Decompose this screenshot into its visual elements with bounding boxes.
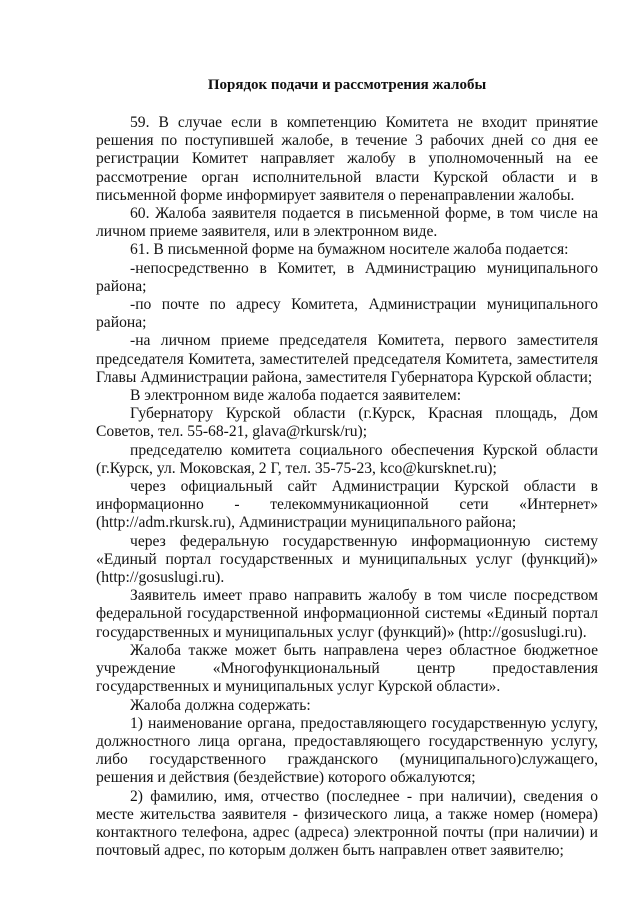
paragraph-61: 61. В письменной форме на бумажном носителе жалоба подается: bbox=[130, 241, 569, 259]
list-item-1: 1) наименование органа, предоставляющего государственную услугу, должностного лица органа, предоставляющего государственную услугу, либо государственного гражданского (муниципального)служащего, решения и действия (бездействие) которого обжалуются; bbox=[96, 714, 598, 787]
electronic-intro: В электронном виде жалоба подается заявителем: bbox=[130, 387, 462, 405]
paragraph-must-contain: Жалоба должна содержать: bbox=[130, 696, 311, 714]
list-item-official-site: через официальный сайт Администрации Курской области в информационно - телекоммуникационной сети «Интернет» (http://adm.rkursk.ru), Администрации муниципального района; bbox=[96, 478, 598, 532]
paragraph-59: 59. В случае если в компетенцию Комитета не входит принятие решения по поступившей жалобе, в течение 3 рабочих дней со дня ее регистрации Комитет направляет жалобу в уполномоченный на ее рассмотрение орган исполнительной власти Курской области и в письменной форме информирует заявителя о перенаправлении жалобы. bbox=[96, 114, 598, 204]
list-item-governor: Губернатору Курской области (г.Курск, Красная площадь, Дом Советов, тел. 55-68-21, glava@rkursk/ru); bbox=[96, 405, 598, 441]
list-item-personal-reception: -на личном приеме председателя Комитета, первого заместителя председателя Комитета, заместителей председателя Комитета, заместителя Главы Администрации района, заместителя Губернатора Курской области; bbox=[96, 332, 598, 386]
paragraph-applicant-right: Заявитель имеет право направить жалобу в том числе посредством федеральной государственной информационной системы «Единый портал государственных и муниципальных услуг (функций)» (http://gosuslugi.ru). bbox=[96, 587, 598, 641]
list-item-post: -по почте по адресу Комитета, Администрации муниципального района; bbox=[96, 296, 598, 332]
list-item-direct: -непосредственно в Комитет, в Администрацию муниципального района; bbox=[96, 259, 598, 295]
list-item-committee-chair: председателю комитета социального обеспечения Курской области (г.Курск, ул. Моковская, 2 Г, тел. 35-75-23, kco@kursknet.ru); bbox=[96, 441, 598, 477]
page-title: Порядок подачи и рассмотрения жалобы bbox=[207, 77, 487, 93]
list-item-2: 2) фамилию, имя, отчество (последнее - при наличии), сведения о месте жительства заявителя - физического лица, а также номер (номера) контактного телефона, адрес (адреса) электронной почты (при наличии) и почтовый адрес, по которым должен быть направлен ответ заявителю; bbox=[96, 787, 598, 860]
paragraph-60: 60. Жалоба заявителя подается в письменной форме, в том числе на личном приеме заявителя, или в электронном виде. bbox=[96, 205, 598, 241]
paragraph-mfc: Жалоба также может быть направлена через областное бюджетное учреждение «Многофункциональный центр предоставления государственных и муниципальных услуг Курской области». bbox=[96, 641, 598, 696]
list-item-federal-portal: через федеральную государственную информационную систему «Единый портал государственных и муниципальных услуг (функций)» (http://gosuslugi.ru). bbox=[96, 532, 598, 587]
